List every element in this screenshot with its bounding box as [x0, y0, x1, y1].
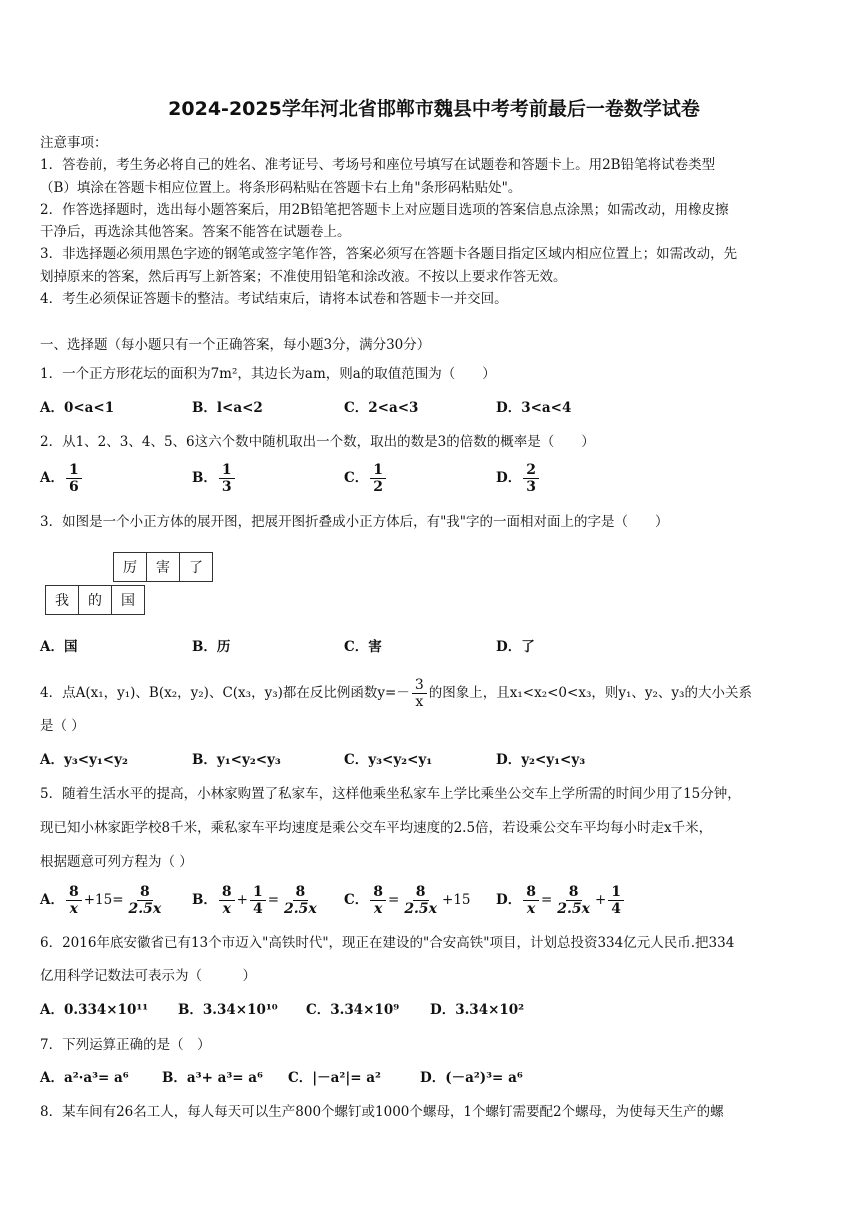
page-title: 2024-2025学年河北省邯郸市魏县中考考前最后一卷数学试卷 — [168, 98, 700, 120]
term: +15 — [83, 892, 113, 908]
term: +15 — [442, 892, 471, 908]
numerator: 3 — [412, 677, 427, 694]
q7-option-d: D．(－a²)³= a⁶ — [420, 1070, 523, 1086]
numerator: 1 — [370, 462, 386, 479]
q5-option-c — [344, 884, 471, 917]
numerator: 2 — [523, 462, 539, 479]
equals: = — [267, 892, 280, 908]
q3-option-d: D．了 — [496, 639, 535, 655]
q2-option-b — [192, 462, 237, 495]
net-cell: 的 — [78, 585, 112, 615]
denominator: x — [526, 901, 536, 917]
question-5-line: 5．随着生活水平的提高，小林家购置了私家车，这样他乘坐私家车上学比乘坐公交车上学所需的时间少用了15分钟， — [40, 786, 741, 802]
denominator: 6 — [68, 479, 79, 495]
option-label: A． — [40, 470, 64, 486]
question-6-line: 亿用科学记数法可表示为（ ） — [40, 968, 256, 984]
denominator: 2.5x — [557, 901, 590, 917]
q1-option-c: C．2<a<3 — [344, 400, 419, 416]
option-label: D． — [496, 470, 522, 486]
numerator: 1 — [66, 462, 82, 479]
q6-option-a: A．0.334×10¹¹ — [40, 1002, 149, 1018]
denominator: 3 — [221, 479, 232, 495]
numerator: 1 — [219, 462, 235, 479]
q2-option-c — [344, 462, 388, 495]
q3-option-c: C．害 — [344, 639, 382, 655]
denominator: 2.5x — [404, 901, 438, 917]
q1-option-b: B．l<a<2 — [192, 400, 263, 416]
question-1-stem: 1．一个正方形花坛的面积为7m²，其边长为am，则a的取值范围为（ ） — [40, 366, 496, 382]
q3-option-a: A．国 — [40, 639, 78, 655]
q1-option-a: A．0<a<1 — [40, 400, 115, 416]
denominator: x — [222, 901, 231, 917]
q1-option-d: D．3<a<4 — [496, 400, 572, 416]
notice-line: 3．非选择题必须用黑色字迹的钢笔或签字笔作答，答案必须写在答题卡各题目指定区域内相应位置上；如需改动，先 — [40, 246, 738, 262]
q4-option-b: B．y₁<y₂<y₃ — [192, 752, 281, 768]
denominator: 2.5x — [128, 901, 162, 917]
q4-option-d: D．y₂<y₁<y₃ — [496, 752, 586, 768]
numerator: 8 — [370, 884, 386, 901]
net-cell: 国 — [111, 585, 145, 615]
numerator: 8 — [413, 884, 429, 901]
question-4-stem-cont: 是（ ） — [40, 718, 85, 734]
question-3-stem: 3．如图是一个小正方体的展开图，把展开图折叠成小正方体后，有"我"字的一面相对面上的字是（ ） — [40, 514, 669, 530]
q5-option-a — [40, 884, 166, 917]
numerator: 8 — [137, 884, 153, 901]
equals: = — [112, 892, 124, 908]
option-label: D． — [496, 892, 522, 908]
plus: + — [594, 892, 607, 908]
q4-option-c: C．y₃<y₂<y₁ — [344, 752, 433, 768]
option-label: B． — [192, 892, 217, 908]
question-6-line: 6．2016年底安徽省已有13个市迈入"高铁时代"，现正在建设的"合安高铁"项目，计划总投资334亿元人民币.把334 — [40, 935, 735, 951]
numerator: 8 — [66, 884, 82, 901]
denominator: 2.5x — [284, 901, 317, 917]
denominator: 4 — [611, 901, 622, 917]
notice-line: 4．考生必须保证答题卡的整洁。考试结束后，请将本试卷和答题卡一并交回。 — [40, 291, 508, 307]
question-8-line: 8．某车间有26名工人，每人每天可以生产800个螺钉或1000个螺母，1个螺钉需要配2个螺母，为使每天生产的螺 — [40, 1104, 724, 1120]
option-label: C． — [344, 470, 369, 486]
numerator: 8 — [293, 884, 309, 901]
net-cell: 了 — [179, 552, 213, 582]
question-4-stem — [40, 677, 752, 710]
net-cell: 我 — [45, 585, 79, 615]
option-label: C． — [344, 892, 369, 908]
question-7-stem: 7．下列运算正确的是（ ） — [40, 1037, 211, 1053]
denominator: x — [69, 901, 79, 917]
q7-option-b: B．a³+ a³= a⁶ — [162, 1070, 263, 1086]
denominator: 3 — [526, 479, 536, 495]
section-heading: 一、选择题（每小题只有一个正确答案，每小题3分，满分30分） — [40, 337, 431, 353]
notice-line: 干净后，再选涂其他答案。答案不能答在试题卷上。 — [40, 224, 351, 240]
question-2-stem: 2．从1、2、3、4、5、6这六个数中随机取出一个数，取出的数是3的倍数的概率是（ ） — [40, 434, 595, 450]
denominator: x — [373, 901, 383, 917]
notice-line: 2．作答选择题时，选出每小题答案后，用2B铅笔把答题卡上对应题目选项的答案信息点涂黑；如需改动，用橡皮擦 — [40, 202, 729, 218]
q5-option-b — [192, 884, 322, 917]
denominator: x — [415, 694, 424, 710]
notice-line: 划掉原来的答案，然后再写上新答案；不准使用铅笔和涂改液。不按以上要求作答无效。 — [40, 269, 567, 285]
numerator: 8 — [219, 884, 235, 901]
question-5-line: 现已知小林家距学校8千米，乘私家车平均速度是乘公交车平均速度的2.5倍，若设乘公交车平均每小时走x千米， — [40, 820, 713, 836]
q5-option-d — [496, 884, 626, 917]
q2-option-a — [40, 462, 84, 495]
numerator: 8 — [523, 884, 539, 901]
numerator: 8 — [566, 884, 582, 901]
denominator: 2 — [373, 479, 383, 495]
equals: = — [388, 892, 400, 908]
net-cell: 害 — [146, 552, 180, 582]
q4-stem-part2: 的图象上，且x₁<x₂<0<x₃，则y₁、y₂、y₃的大小关系 — [428, 685, 752, 701]
question-5-line: 根据题意可列方程为（ ） — [40, 854, 193, 870]
q3-option-b: B．历 — [192, 639, 231, 655]
q4-stem-part1: 4．点A(x₁，y₁)、B(x₂，y₂)、C(x₃，y₃)都在反比例函数y=－ — [40, 685, 410, 701]
q6-option-c: C．3.34×10⁹ — [306, 1002, 400, 1018]
denominator: 4 — [252, 901, 263, 917]
q6-option-d: D．3.34×10² — [430, 1002, 525, 1018]
q7-option-c: C．|－a²|= a² — [288, 1070, 381, 1086]
notice-line: （B）填涂在答题卡相应位置上。将条形码粘贴在答题卡右上角"条形码粘贴处"。 — [40, 180, 522, 196]
q4-option-a: A．y₃<y₁<y₂ — [40, 752, 128, 768]
plus: + — [236, 892, 248, 908]
numerator: 1 — [250, 884, 266, 901]
q2-option-d — [496, 462, 541, 495]
equals: = — [540, 892, 553, 908]
net-cell: 厉 — [113, 552, 147, 582]
option-label: B． — [192, 470, 217, 486]
q6-option-b: B．3.34×10¹⁰ — [178, 1002, 278, 1018]
notice-line: 1．答卷前，考生务必将自己的姓名、准考证号、考场号和座位号填写在试题卷和答题卡上。用2B铅笔将试卷类型 — [40, 157, 716, 173]
q7-option-a: A．a²·a³= a⁶ — [40, 1070, 129, 1086]
numerator: 1 — [608, 884, 624, 901]
option-label: A． — [40, 892, 64, 908]
notice-heading: 注意事项： — [40, 135, 108, 151]
